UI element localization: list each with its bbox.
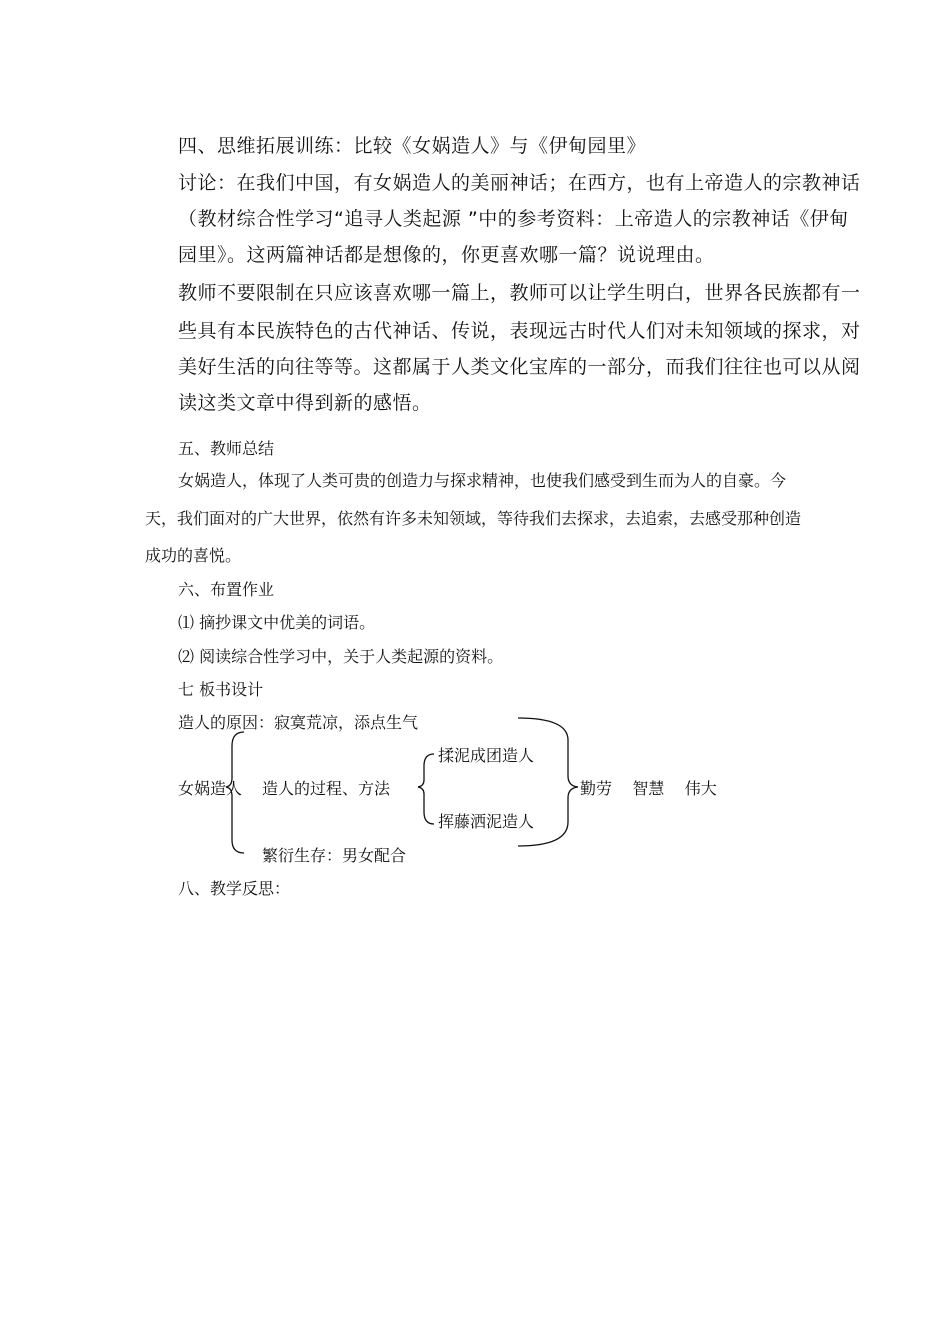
board-process: 造人的过程、方法 xyxy=(262,779,391,798)
section8-heading: 八、教学反思： xyxy=(178,879,291,898)
section7-heading: 七 板书设计 xyxy=(178,680,264,699)
section6-heading: 六、布置作业 xyxy=(178,580,275,599)
board-traits: 勤劳 智慧 伟大 xyxy=(580,779,717,798)
homework-item-2: ⑵ 阅读综合性学习中，关于人类起源的资料。 xyxy=(178,647,504,666)
discussion-line-2: （教材综合性学习“追寻人类起源 ”中的参考资料：上帝造人的宗教神话《伊甸 xyxy=(178,208,849,230)
discussion-line-3: 园里》。这两篇神话都是想像的，你更喜欢哪一篇？说说理由。 xyxy=(178,244,715,266)
board-method-1: 揉泥成团造人 xyxy=(438,746,535,765)
board-reproduce: 繁衍生存：男女配合 xyxy=(262,846,407,865)
section4-heading: 四、思维拓展训练：比较《女娲造人》与《伊甸园里》 xyxy=(178,135,647,157)
note-line-1: 教师不要限制在只应该喜欢哪一篇上，教师可以让学生明白，世界各民族都有一 xyxy=(178,282,861,304)
note-line-2: 些具有本民族特色的古代神话、传说，表现远古时代人们对未知领域的探求，对 xyxy=(178,320,861,342)
note-line-3: 美好生活的向往等等。这都属于人类文化宝库的一部分，而我们往往也可以从阅 xyxy=(178,356,861,378)
board-reason: 造人的原因：寂寞荒凉，添点生气 xyxy=(178,713,419,732)
note-line-4: 读这类文章中得到新的感悟。 xyxy=(178,392,432,414)
inner-brace xyxy=(418,754,434,824)
summary-line-1: 女娲造人，体现了人类可贵的创造力与探求精神，也使我们感受到生而为人的自豪。今 xyxy=(178,471,787,490)
board-root: 女娲造人 xyxy=(178,779,243,798)
summary-line-3: 成功的喜悦。 xyxy=(145,546,242,565)
homework-item-1: ⑴ 摘抄课文中优美的词语。 xyxy=(178,613,376,632)
summary-line-2: 天，我们面对的广大世界，依然有许多未知领域，等待我们去探求，去追索，去感受那种创造 xyxy=(145,509,802,528)
section5-heading: 五、教师总结 xyxy=(178,439,275,458)
discussion-line-1: 讨论：在我们中国，有女娲造人的美丽神话；在西方，也有上帝造人的宗教神话 xyxy=(178,172,861,194)
board-method-2: 挥藤洒泥造人 xyxy=(438,812,535,831)
